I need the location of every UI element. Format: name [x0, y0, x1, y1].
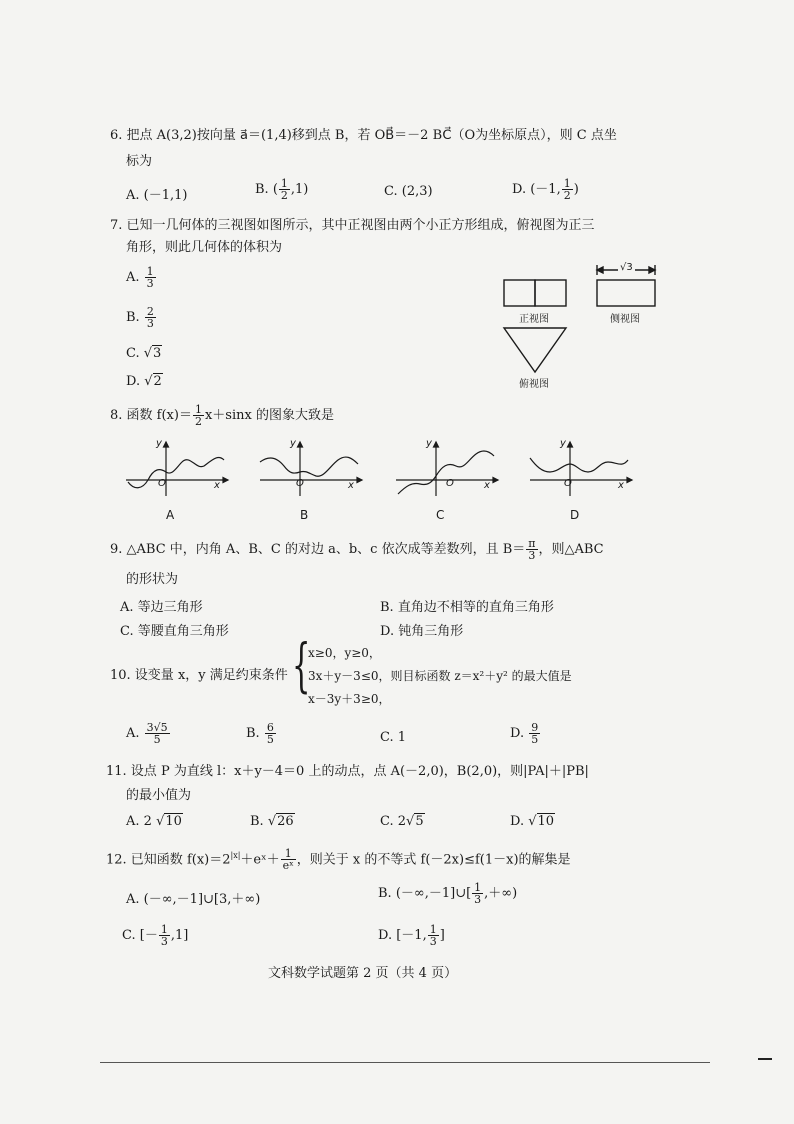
q11-option-d: D. √10: [510, 814, 555, 829]
q12-stem: 12. 已知函数 $f(x)=2^{|x|}+eˣ+$ $\frac{1}{\text{eˣ}}$ ，则关于 x 的不等式 f(－2x)≤f(1－x)的解集是: [106, 847, 571, 873]
q6-line1: 6. 把点 A(3,2)按向量 a⃗＝(1,4)移到点 B，若 OB⃗＝－2 BC⃗（O为坐标原点），则 C 点坐: [110, 128, 617, 143]
q12-option-d: D. [－1, $\frac{1}{3}$ ]: [378, 923, 445, 948]
q6-option-b: B. ( $\frac{1}{2}$ ,1): [255, 177, 309, 202]
graph-c-x-label: x: [484, 480, 490, 491]
q6-option-a: A. (－1,1): [126, 188, 188, 203]
q10-option-a: A. $\frac{3√5}{5}$: [126, 721, 168, 746]
graph-b-label: B: [300, 508, 309, 522]
q9-option-a: A. 等边三角形: [120, 600, 203, 615]
q10-brace: {: [292, 631, 311, 699]
q7-option-a: A. $\frac{1}{3}$: [126, 265, 154, 290]
q11-option-c: C. 2√5: [380, 814, 424, 829]
q6-option-c: C. (2,3): [384, 184, 433, 199]
graph-d-label: D: [570, 508, 580, 522]
q7-line2: 角形，则此几何体的体积为: [126, 240, 283, 255]
q9-option-b: B. 直角边不相等的直角三角形: [380, 600, 554, 615]
page-footer: 文科数学试题第 2 页（共 4 页）: [268, 966, 458, 981]
graph-a-y-label: y: [156, 438, 162, 449]
side-view-rect: [597, 280, 655, 306]
top-view-label: 俯视图: [519, 379, 549, 390]
q6-line2: 标为: [126, 154, 153, 169]
q12-option-b: B. (－∞,－1]∪[ $\frac{1}{3}$ ,＋∞): [378, 881, 518, 906]
graph-d-y-label: y: [560, 438, 566, 449]
q6-option-d: D. (－1, $\frac{1}{2}$ ): [512, 177, 579, 202]
q11-option-b: B. √26: [250, 814, 294, 829]
q10-constraint-1: x≥0，y≥0，: [308, 646, 381, 660]
graph-a-origin: O: [158, 478, 166, 489]
q9-option-d: D. 钝角三角形: [380, 624, 464, 639]
graph-a-curve: [128, 458, 224, 488]
front-view-square-right: [535, 280, 566, 306]
q10-constraint-3: x－3y＋3≥0，: [308, 692, 391, 706]
edge-mark: [758, 1058, 772, 1060]
front-view-square-left: [504, 280, 535, 306]
graph-b-curve: [260, 457, 358, 476]
q10-option-d: D. $\frac{9}{5}$: [510, 721, 539, 746]
q9-line2: 的形状为: [126, 572, 179, 587]
q10-prefix: 10. 设变量 x，y 满足约束条件: [110, 668, 288, 683]
q7-line1: 7. 已知一几何体的三视图如图所示，其中正视图由两个小正方形组成，俯视图为正三: [110, 218, 595, 233]
q11-option-a: A. 2 √10: [126, 814, 182, 829]
q10-option-b: B. $\frac{6}{5}$: [246, 721, 274, 746]
q12-option-c: C. [－ $\frac{1}{3}$ ,1]: [122, 923, 189, 948]
q11-line2: 的最小值为: [126, 788, 192, 803]
q10-constraint-2: 3x＋y－3≤0，则目标函数 z＝x²＋y² 的最大值是: [308, 669, 572, 683]
q9-option-c: C. 等腰直角三角形: [120, 624, 229, 639]
q10-option-c: C. 1: [380, 730, 407, 745]
q7-option-b: B. $\frac{2}{3}$: [126, 305, 154, 330]
graph-b-origin: O: [296, 478, 304, 489]
front-view-label: 正视图: [519, 314, 549, 325]
graph-d-x-label: x: [618, 480, 624, 491]
q7-option-c: C. √3: [126, 346, 162, 361]
graph-b-x-label: x: [348, 480, 354, 491]
graph-b-y-label: y: [290, 438, 296, 449]
side-dim-label: √3: [620, 262, 633, 273]
graph-c-label: C: [436, 508, 445, 522]
graph-a-x-label: x: [214, 480, 220, 491]
q7-option-d: D. √2: [126, 374, 162, 389]
q12-option-a: A. (－∞,－1]∪[3,＋∞): [126, 892, 261, 907]
graph-d-curve: [530, 458, 628, 472]
q11-line1: 11. 设点 P 为直线 l：x＋y－4＝0 上的动点，点 A(－2,0)，B(2,0)，则|PA|＋|PB|: [106, 764, 589, 779]
q8-stem: 8. 函数 f(x)＝ $\frac{1}{2}$ x＋sinx 的图象大致是: [110, 403, 334, 428]
graph-c-y-label: y: [426, 438, 432, 449]
graph-a-label: A: [166, 508, 175, 522]
q9-line1: 9. △ABC 中，内角 A、B、C 的对边 a、b、c 依次成等差数列，且 B＝ $\frac{\pi}{3}$ ，则△ABC: [110, 537, 604, 562]
graph-c-origin: O: [446, 478, 454, 489]
bottom-rule: [100, 1062, 710, 1063]
graph-d-origin: O: [564, 478, 572, 489]
top-view-triangle: [504, 328, 566, 372]
side-view-label: 侧视图: [610, 314, 640, 325]
three-view-figure: [498, 262, 666, 390]
